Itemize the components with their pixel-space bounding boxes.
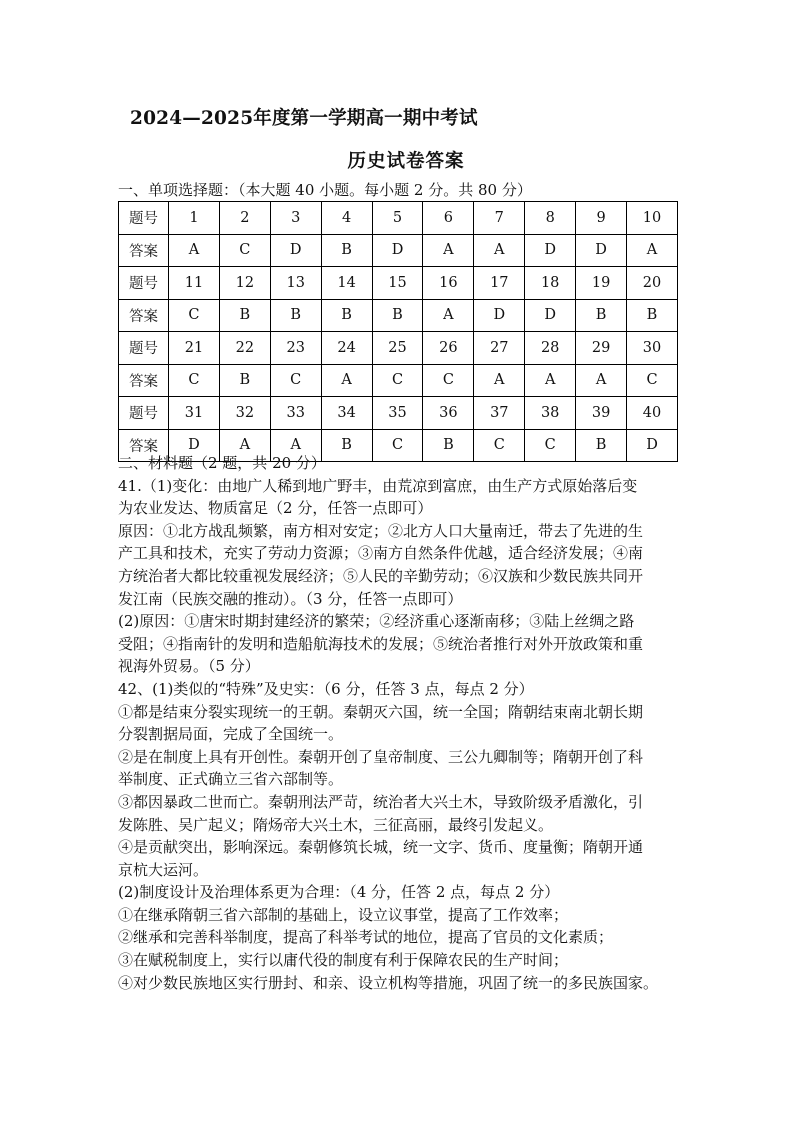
- question-number-row: [119, 267, 678, 300]
- material-answers: [118, 452, 684, 994]
- answer-cell: C: [423, 364, 474, 397]
- answer-cell: C: [219, 234, 270, 267]
- text-line: 受阻；④指南针的发明和造船航海技术的发展；⑤统治者推行对外开放政策和重: [118, 634, 644, 653]
- answer-cell: C: [169, 299, 220, 332]
- question-number-cell: 40: [627, 397, 678, 430]
- text-line: (2)制度设计及治理体系更为合理：（4 分，任答 2 点，每点 2 分）: [118, 883, 560, 902]
- text-line: 方统治者大都比较重视发展经济；⑤人民的辛勤劳动；⑥汉族和少数民族共同开: [118, 566, 644, 585]
- question-number-cell: 24: [321, 332, 372, 365]
- answer-label: 答案: [119, 234, 169, 267]
- answer-cell: D: [270, 234, 321, 267]
- text-line: 京杭大运河。: [118, 860, 209, 879]
- answer-cell: C: [474, 429, 525, 462]
- answer-cell: A: [321, 364, 372, 397]
- question-number-cell: 15: [372, 267, 423, 300]
- answer-label: 答案: [119, 364, 169, 397]
- question-number-cell: 6: [423, 202, 474, 235]
- section1-heading: 一、单项选择题：（本大题 40 小题。每小题 2 分。共 80 分）: [118, 181, 532, 199]
- question-number-cell: 28: [525, 332, 576, 365]
- question-number-cell: 23: [270, 332, 321, 365]
- text-line: ①都是结束分裂实现统一的王朝。秦朝灭六国，统一全国；隋朝结束南北朝长期: [118, 702, 644, 721]
- answer-label: 答案: [119, 299, 169, 332]
- answer-cell: A: [270, 429, 321, 462]
- text-line: 为农业发达、物质富足（2 分，任答一点即可）: [118, 499, 433, 518]
- answer-cell: B: [219, 364, 270, 397]
- question-number-cell: 22: [219, 332, 270, 365]
- question-number-cell: 17: [474, 267, 525, 300]
- text-line: 分裂割据局面，完成了全国统一。: [118, 725, 344, 744]
- question-number-cell: 36: [423, 397, 474, 430]
- question-number-row: [119, 397, 678, 430]
- text-line: ④是贡献突出，影响深远。秦朝修筑长城，统一文字、货币、度量衡；隋朝开通: [118, 838, 644, 857]
- question-number-cell: 26: [423, 332, 474, 365]
- answer-cell: B: [423, 429, 474, 462]
- question-number-cell: 19: [576, 267, 627, 300]
- question-number-cell: 16: [423, 267, 474, 300]
- answer-cell: D: [525, 299, 576, 332]
- answer-cell: D: [372, 234, 423, 267]
- answer-cell: B: [576, 299, 627, 332]
- question-number-cell: 39: [576, 397, 627, 430]
- answer-row: [119, 299, 678, 332]
- question-number-cell: 7: [474, 202, 525, 235]
- text-line: ①在继承隋朝三省六部制的基础上，设立议事堂，提高了工作效率；: [118, 905, 569, 924]
- answer-cell: B: [270, 299, 321, 332]
- answer-cell: A: [474, 364, 525, 397]
- question-number-cell: 11: [169, 267, 220, 300]
- text-line: ②继承和完善科举制度，提高了科举考试的地位，提高了官员的文化素质；: [118, 928, 614, 947]
- answer-row: [119, 364, 678, 397]
- answer-cell: B: [321, 429, 372, 462]
- question-number-cell: 31: [169, 397, 220, 430]
- answer-cell: A: [423, 234, 474, 267]
- question-number-cell: 2: [219, 202, 270, 235]
- question-number-cell: 37: [474, 397, 525, 430]
- exam-subtitle: 历史试卷答案: [347, 151, 465, 172]
- text-line: 原因：①北方战乱频繁，南方相对安定；②北方人口大量南迁，带去了先进的生: [118, 521, 644, 540]
- question-number-cell: 38: [525, 397, 576, 430]
- text-line: ④对少数民族地区实行册封、和亲、设立机构等措施，巩固了统一的多民族国家。: [118, 973, 659, 992]
- answer-cell: D: [576, 234, 627, 267]
- answer-cell: B: [321, 299, 372, 332]
- question-number-cell: 4: [321, 202, 372, 235]
- question-number-label: 题号: [119, 267, 169, 300]
- question-number-cell: 35: [372, 397, 423, 430]
- question-number-cell: 30: [627, 332, 678, 365]
- answer-table: [118, 201, 678, 462]
- answer-cell: D: [169, 429, 220, 462]
- text-line: 视海外贸易。（5 分）: [118, 657, 260, 676]
- question-number-cell: 32: [219, 397, 270, 430]
- question-number-cell: 20: [627, 267, 678, 300]
- answer-cell: B: [321, 234, 372, 267]
- answer-cell: B: [576, 429, 627, 462]
- answer-cell: C: [525, 429, 576, 462]
- exam-title: 2024—2025年度第一学期高一期中考试: [130, 108, 478, 129]
- answer-cell: A: [219, 429, 270, 462]
- question-number-row: [119, 332, 678, 365]
- question-number-cell: 33: [270, 397, 321, 430]
- question-number-row: [119, 202, 678, 235]
- answer-cell: B: [627, 299, 678, 332]
- question-number-cell: 27: [474, 332, 525, 365]
- answer-cell: A: [169, 234, 220, 267]
- question-number-cell: 3: [270, 202, 321, 235]
- text-line: ②是在制度上具有开创性。秦朝开创了皇帝制度、三公九卿制等；隋朝开创了科: [118, 747, 644, 766]
- question-number-cell: 12: [219, 267, 270, 300]
- text-line: 发陈胜、吴广起义；隋炀帝大兴土木，三征高丽，最终引发起义。: [118, 815, 554, 834]
- question-number-cell: 13: [270, 267, 321, 300]
- text-line: 41.（1)变化：由地广人稀到地广野丰，由荒凉到富庶，由生产方式原始落后变: [118, 476, 638, 495]
- answer-cell: B: [372, 299, 423, 332]
- answer-row: [119, 234, 678, 267]
- question-number-cell: 25: [372, 332, 423, 365]
- answer-cell: A: [423, 299, 474, 332]
- question-number-cell: 10: [627, 202, 678, 235]
- question-number-cell: 1: [169, 202, 220, 235]
- text-line: 产工具和技术，充实了劳动力资源；③南方自然条件优越，适合经济发展；④南: [118, 544, 644, 563]
- answer-cell: D: [627, 429, 678, 462]
- answer-cell: C: [270, 364, 321, 397]
- question-number-cell: 34: [321, 397, 372, 430]
- text-line: 举制度、正式确立三省六部制等。: [118, 770, 344, 789]
- question-number-label: 题号: [119, 332, 169, 365]
- answer-label: 答案: [119, 429, 169, 462]
- question-number-label: 题号: [119, 397, 169, 430]
- question-number-cell: 21: [169, 332, 220, 365]
- answer-cell: A: [474, 234, 525, 267]
- text-line: 42、(1)类似的“特殊”及史实：（6 分，任答 3 点，每点 2 分）: [118, 679, 534, 698]
- question-number-cell: 14: [321, 267, 372, 300]
- answer-cell: C: [627, 364, 678, 397]
- text-line: 二、材料题（2 题，共 20 分）: [118, 454, 326, 472]
- question-number-cell: 5: [372, 202, 423, 235]
- question-number-cell: 8: [525, 202, 576, 235]
- answer-cell: D: [525, 234, 576, 267]
- text-line: ③在赋税制度上，实行以庸代役的制度有利于保障农民的生产时间；: [118, 951, 569, 970]
- question-number-label: 题号: [119, 202, 169, 235]
- text-line: 发江南（民族交融的推动）。（3 分，任答一点即可）: [118, 589, 463, 608]
- answer-cell: B: [219, 299, 270, 332]
- answer-cell: D: [474, 299, 525, 332]
- answer-cell: C: [372, 429, 423, 462]
- answer-cell: A: [627, 234, 678, 267]
- answer-cell: A: [576, 364, 627, 397]
- answer-cell: C: [372, 364, 423, 397]
- text-line: ③都因暴政二世而亡。秦朝刑法严苛，统治者大兴土木，导致阶级矛盾激化，引: [118, 792, 644, 811]
- text-line: (2)原因：①唐宋时期封建经济的繁荣；②经济重心逐渐南移；③陆上丝绸之路: [118, 612, 635, 631]
- answer-cell: C: [169, 364, 220, 397]
- answer-cell: A: [525, 364, 576, 397]
- question-number-cell: 18: [525, 267, 576, 300]
- question-number-cell: 29: [576, 332, 627, 365]
- question-number-cell: 9: [576, 202, 627, 235]
